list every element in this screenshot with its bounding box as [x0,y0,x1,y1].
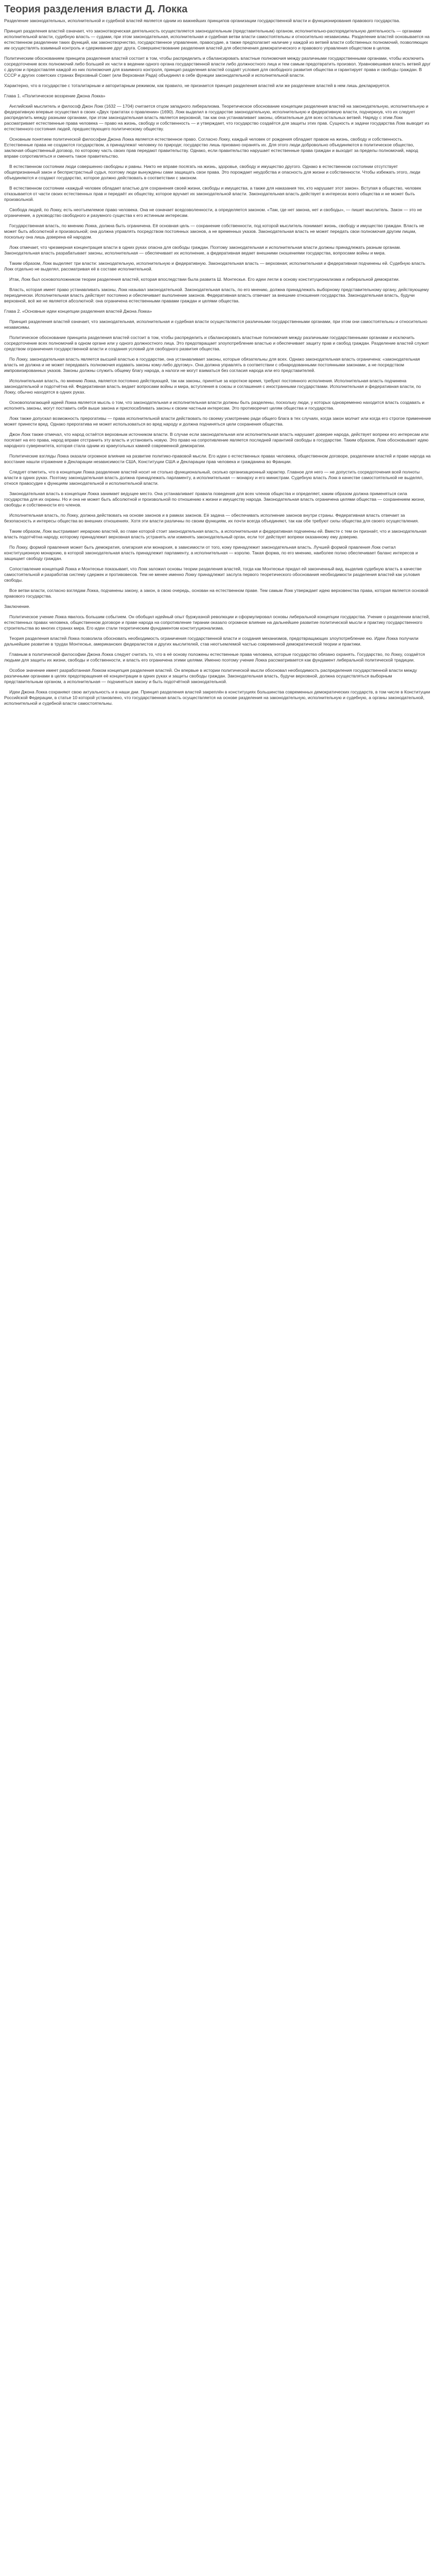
paragraph: Исполнительная власть, по Локку, должна действовать на основе законов и в рамках законов. Её задача — обеспечивать исполнение законов внутри страны. Федеративная власть отвечает за безопасность и интересы общества во внешних отношениях. Хотя эти власти различны по своим функциям, их почти всегда объединяют, так как обе требуют силы общества для своего осуществления. [4,513,419,523]
paragraph: Следует отметить, что в концепции Локка разделение властей носит не столько функциональный, сколько организационный характер. Главное для него — не допустить сосредоточения всей полноты власти в одних руках. Поэтому законодательная власть должна принадлежать парламенту, а исполнительная — монарху и его министрам. Судебную власть Локк в качестве самостоятельной не выделял, относя правосудие к функциям законодательной и исполнительной власти. [4,469,424,486]
paragraph: В естественном состоянии «каждый человек обладает властью для сохранения своей жизни, свободы и имущества, а также для наказания тех, кто нарушает этот закон». Вступая в общество, человек отказывается от части своих естественных прав и передаёт их обществу, которое вручает их законодательной власти. Законодательная власть действует в интересах всего общества и не может быть произвольной. [4,185,421,202]
paragraph: Политическим обоснованием принципа разделения властей состоит в том, чтобы распределить и сбалансировать властные полномочия между различными государственными органами, чтобы исключить сосредоточение всех полномочий либо большей их части в ведении одного органа государственной власти либо должностного лица и тем самым предотвратить произвол. Уравновешивая власть ветвей друг с другом и предоставляя каждой из них полномочия для взаимного контроля, принцип разделения властей создаёт условия для свободного развития общества и гарантирует права и свободы граждан. В СССР и других советских странах Верховный Совет (или Верховная Рада) объединял в себе функции законодательной и исполнительной власти. [4,56,431,78]
paragraph: Главным в политической философии Джона Локка следует считать то, что в её основу положены естественные права человека, которые государство обязано охранять. Государство, по Локку, создаётся людьми для защиты их жизни, свободы и собственности, и власть его ограничена этими целями. Именно поэтому учение Локка рассматривается как фундамент либеральной политической традиции. [4,652,425,663]
paragraph: Английский мыслитель и философ Джон Локк (1632 — 1704) считается отцом западного либерализма. Теоретическое обоснование концепции разделения властей на законодательную, исполнительную и федеративную впервые осуществил в своих «Двух трактатах о правлении» (1690). Локк выделил в государстве законодательную, исполнительную и федеративную власти, подчеркнув, что их следует распределить между разными органами, при этом законодательная власть является верховной, так как она устанавливает законы, обязательные для всех остальных ветвей. Наряду с этим Локк рассматривает естественные права человека — право на жизнь, свободу и собственность — и утверждает, что государство создаётся для защиты этих прав. Сущность и задачи государства Локк выводит из естественного состояния людей, предшествующего политическому обществу. [4,104,429,131]
paragraph: Сопоставление концепций Локка и Монтескье показывает, что Локк заложил основы теории разделения властей, тогда как Монтескье придал ей законченный вид, выделив судебную власть в качестве самостоятельной и разработав систему сдержек и противовесов. Тем не менее именно Локку принадлежит заслуга первого теоретического обоснования необходимости разделения властей как условия свободы. [4,566,422,583]
paragraph: По Локку, формой правления может быть демократия, олигархия или монархия, в зависимости от того, кому принадлежит законодательная власть. Лучшей формой правления Локк считал конституционную монархию, в которой законодательная власть принадлежит парламенту, а исполнительная — королю. Такая форма, по его мнению, наиболее полно обеспечивает баланс интересов и защищает свободу граждан. [4,545,418,561]
section-heading: Глава 2. «Основные идеи концепции разделения властей Джона Локка» [4,309,152,314]
paragraph: Теория разделения властей Локка позволила обосновать необходимость ограничения государственной власти и создания механизмов, предотвращающих злоупотребление ею. Идеи Локка получили дальнейшее развитие в трудах Монтескье, американских федералистов и других мыслителей, став неотъемлемой частью современной демократической теории и практики. [4,636,418,647]
paragraph: Политическое обоснование принципа разделения властей состоит в том, чтобы распределить и сбалансировать властные полномочия между различными государственными органами и исключить сосредоточение всех полномочий в одном органе или у одного должностного лица. Это предотвращает злоупотребление властью и обеспечивает защиту прав и свобод граждан. Разделение властей служит средством ограничения государственной власти и создания условий для свободного развития общества. [4,335,429,351]
document-page [0,0,436,715]
paragraph: Политическое учение Локка явилось большим событием. Он обобщил идейный опыт буржуазной революции и сформулировал основы либеральной концепции государства. Учение о разделении властей, естественных правах человека, общественном договоре и праве народа на сопротивление тирании оказало огромное влияние на дальнейшее развитие политической мысли и практику государственного строительства во многих странах мира. Его идеи стали теоретическим фундаментом конституционализма. [4,614,430,631]
paragraph: Джон Локк также отмечал, что народ остаётся верховным источником власти. В случае если законодательная или исполнительная власть нарушает доверие народа, действует вопреки его интересам или посягает на его права, народ вправе отстранить эту власть и установить новую. Это право на сопротивление является последней гарантией свободы в государстве. Таким образом, Локк обосновывает идею народного суверенитета, которая стала одним из краеугольных камней современной демократии. [4,432,429,448]
paragraph: Власть, которая имеет право устанавливать законы, Локк называл законодательной. Законодательная власть, по его мнению, должна принадлежать выборному представительному органу, действующему периодически. Исполнительная власть действует постоянно и обеспечивает выполнение законов. Федеративная власть отвечает за внешние отношения государства. Законодательная власть, будучи верховной, всё же не является абсолютной: она ограничена естественными правами граждан и целями общества. [4,287,429,303]
paragraph: Свобода людей, по Локку, есть неотъемлемое право человека. Она не означает вседозволенности, а определяется законом. «Там, где нет закона, нет и свободы», — пишет мыслитель. Закон — это не ограничение, а руководство свободного и разумного существа к его истинным интересам. [4,207,422,218]
paragraph: Все ветви власти, согласно взглядам Локка, подчинены закону, а закон, в свою очередь, основан на естественном праве. Тем самым Локк утверждает идею верховенства права, которая является основой правового государства. [4,588,429,599]
paragraph: Таким образом, Локк выделяет три власти: законодательную, исполнительную и федеративную. Законодательная власть — верховная; исполнительная и федеративная подчинены ей. Судебную власть Локк отдельно не выделял, рассматривая её в составе исполнительной. [4,261,426,272]
paragraph: Основополагающей идеей Локка является мысль о том, что законодательная и исполнительная власти должны быть разделены, поскольку люди, у которых одновременно находится власть создавать и исполнять законы, могут поставить себя выше закона и приспосабливать законы к своим частным интересам. Это противоречит целям общества и государства. [4,400,425,411]
paragraph: Особое значение имеет разработанная Локком концепция разделения властей. Он впервые в истории политической мысли обосновал необходимость распределения государственной власти между различными органами в целях предотвращения её концентрации в одних руках и защиты свободы граждан. Законодательная власть, будучи верховной, должна осуществляться выборным представительным органом, а исполнительная — подчиняться закону и быть подотчётной законодательной. [4,668,417,684]
paragraph: Локк также допускал возможность прерогативы — права исполнительной власти действовать по своему усмотрению ради общего блага в тех случаях, когда закон молчит или когда его строгое применение может принести вред. Однако прерогатива не может использоваться во вред народу и должна подчиняться цели сохранения общества. [4,416,431,427]
paragraph: Идеи Джона Локка сохраняют свою актуальность и в наши дни. Принцип разделения властей закреплён в конституциях большинства современных демократических государств, в том числе в Конституции Российской Федерации, в статье 10 которой установлено, что государственная власть осуществляется на основе разделения на законодательную, исполнительную и судебную, а органы законодательной, исполнительной и судебной власти самостоятельны. [4,689,430,706]
paragraph: Основным понятием политической философии Джона Локка является естественное право. Согласно Локку, каждый человек от рождения обладает правом на жизнь, свободу и собственность. Естественные права не создаются государством, а принадлежат человеку по природе; государство лишь призвано охранять их. Для этого люди добровольно объединяются в политическое общество, заключая общественный договор, по которому часть своих прав передают правительству. Однако, если правительство нарушает естественные права граждан и выходит за пределы полномочий, народ вправе сопротивляться и сменить такое правительство. [4,137,418,159]
paragraph: Таким образом, Локк выстраивает иерархию властей, во главе которой стоит законодательная власть, а исполнительная и федеративная подчинены ей. Вместе с тем он признаёт, что и законодательная власть подотчётна народу, которому принадлежит верховная власть устранять или изменять законодательный орган, если тот действует вопреки оказанному ему доверию. [4,529,427,539]
paragraph: По Локку, законодательная власть является высшей властью в государстве, она устанавливает законы, которые обязательны для всех. Однако законодательная власть ограничена: «законодательная власть не должна и не может передавать полномочия издавать законы кому-либо другому». Она должна управлять в соответствии с обнародованными постоянными законами, а не посредством импровизированных указов. Законы должны служить общему благу народа, а налоги не могут взиматься без согласия народа или его представителей. [4,357,420,373]
paragraph: Локк отмечает, что чрезмерная концентрация власти в одних руках опасна для свободы граждан. Поэтому законодательная и исполнительная власти должны принадлежать разным органам. Законодательная власть разрабатывает законы, исполнительная — обеспечивает их исполнение, а федеративная ведает внешними сношениями государства, вопросами войны и мира. [4,245,401,256]
paragraph: Итак, Локк был основоположником теории разделения властей, которая впоследствии была развита Ш. Монтескье. Его идеи легли в основу конституционализма и либеральной демократии. [9,277,400,282]
paragraph: Политические взгляды Локка оказали огромное влияние на развитие политико-правовой мысли. Его идеи о естественных правах человека, общественном договоре, разделении властей и праве народа на восстание нашли отражение в Декларации независимости США, Конституции США и Декларации прав человека и гражданина во Франции. [4,453,431,464]
section-heading: Глава 1. «Политическое воззрение Джона Локка» [4,93,106,98]
paragraph: Разделение законодательных, исполнительной и судебной властей является одним из важнейших принципов организации государственной власти и функционирования правового государства. [4,18,400,23]
paragraph: Принцип разделения властей означает, что законодательная, исполнительная и судебная власти осуществляются различными государственными органами, при этом они самостоятельны и относительно независимы. [4,319,427,330]
paragraph: Исполнительная власть, по мнению Локка, является постоянно действующей, так как законы, принятые за короткое время, требуют постоянного исполнения. Исполнительная власть подчинена законодательной и подотчётна ей. Федеративная власть ведает вопросами войны и мира, вступления в союзы и соглашения с иностранными государствами. Исполнительная и федеративная власти, по Локку, обычно находятся в одних руках. [4,378,421,395]
paragraph: В естественном состоянии люди совершенно свободны и равны. Никто не вправе посягать на жизнь, здоровье, свободу и имущество другого. Однако в естественном состоянии отсутствует общепризнанный закон и беспристрастный судья, поэтому люди вынуждены сами защищать свои права. Это порождает неудобства и опасность для жизни и собственности. Чтобы избежать этого, люди объединяются и создают государство, которое должно действовать в соответствии с законом. [4,164,421,180]
paragraph: Государственная власть, по мнению Локка, должна быть ограничена. Её основная цель — сохранение собственности, под которой мыслитель понимает жизнь, свободу и имущество граждан. Власть не может быть абсолютной и произвольной; она должна управлять посредством постоянных законов, а не временных указов. Законодательная власть не может передать свои полномочия другим лицам, поскольку она лишь доверена ей народом. [4,223,424,240]
paragraph: Характерно, что в государстве с тоталитарным и авторитарным режимом, как правило, не признается принцип разделения властей или же разделение властей в нем лишь декларируется. [4,83,390,88]
section-heading: Заключение. [4,604,30,609]
paragraph: Принцип разделения властей означает, что законотворческая деятельность осуществляется законодательным (представительным) органом, исполнительно-распорядительную деятельность — органами исполнительной власти, судебную власть — судами, при этом законодательная, исполнительная и судебная ветви власти самостоятельны и относительно независимы. Разделение властей основывается на естественном разделении таких функций, как законотворчество, государственное управление, правосудие, а также предполагает наличие у каждой из ветвей власти собственных полномочий, позволяющих им осуществлять взаимный контроль и сдерживание друг друга. Совершенствование разделения властей для обеспечения демократического и правового управления обществом в целом. [4,28,430,50]
paragraph: Законодательная власть в концепции Локка занимает ведущее место. Она устанавливает правила поведения для всех членов общества и определяет, каким образом должна применяться сила государства для их охраны. Но и она не может быть абсолютной и произвольной по отношению к жизни и имуществу народа. Законодательная власть ограничена целями общества — сохранением жизни, свободы и собственности его членов. [4,491,425,507]
document-body [4,18,432,706]
document-title: Теория разделения власти Д. Локка [4,4,188,15]
